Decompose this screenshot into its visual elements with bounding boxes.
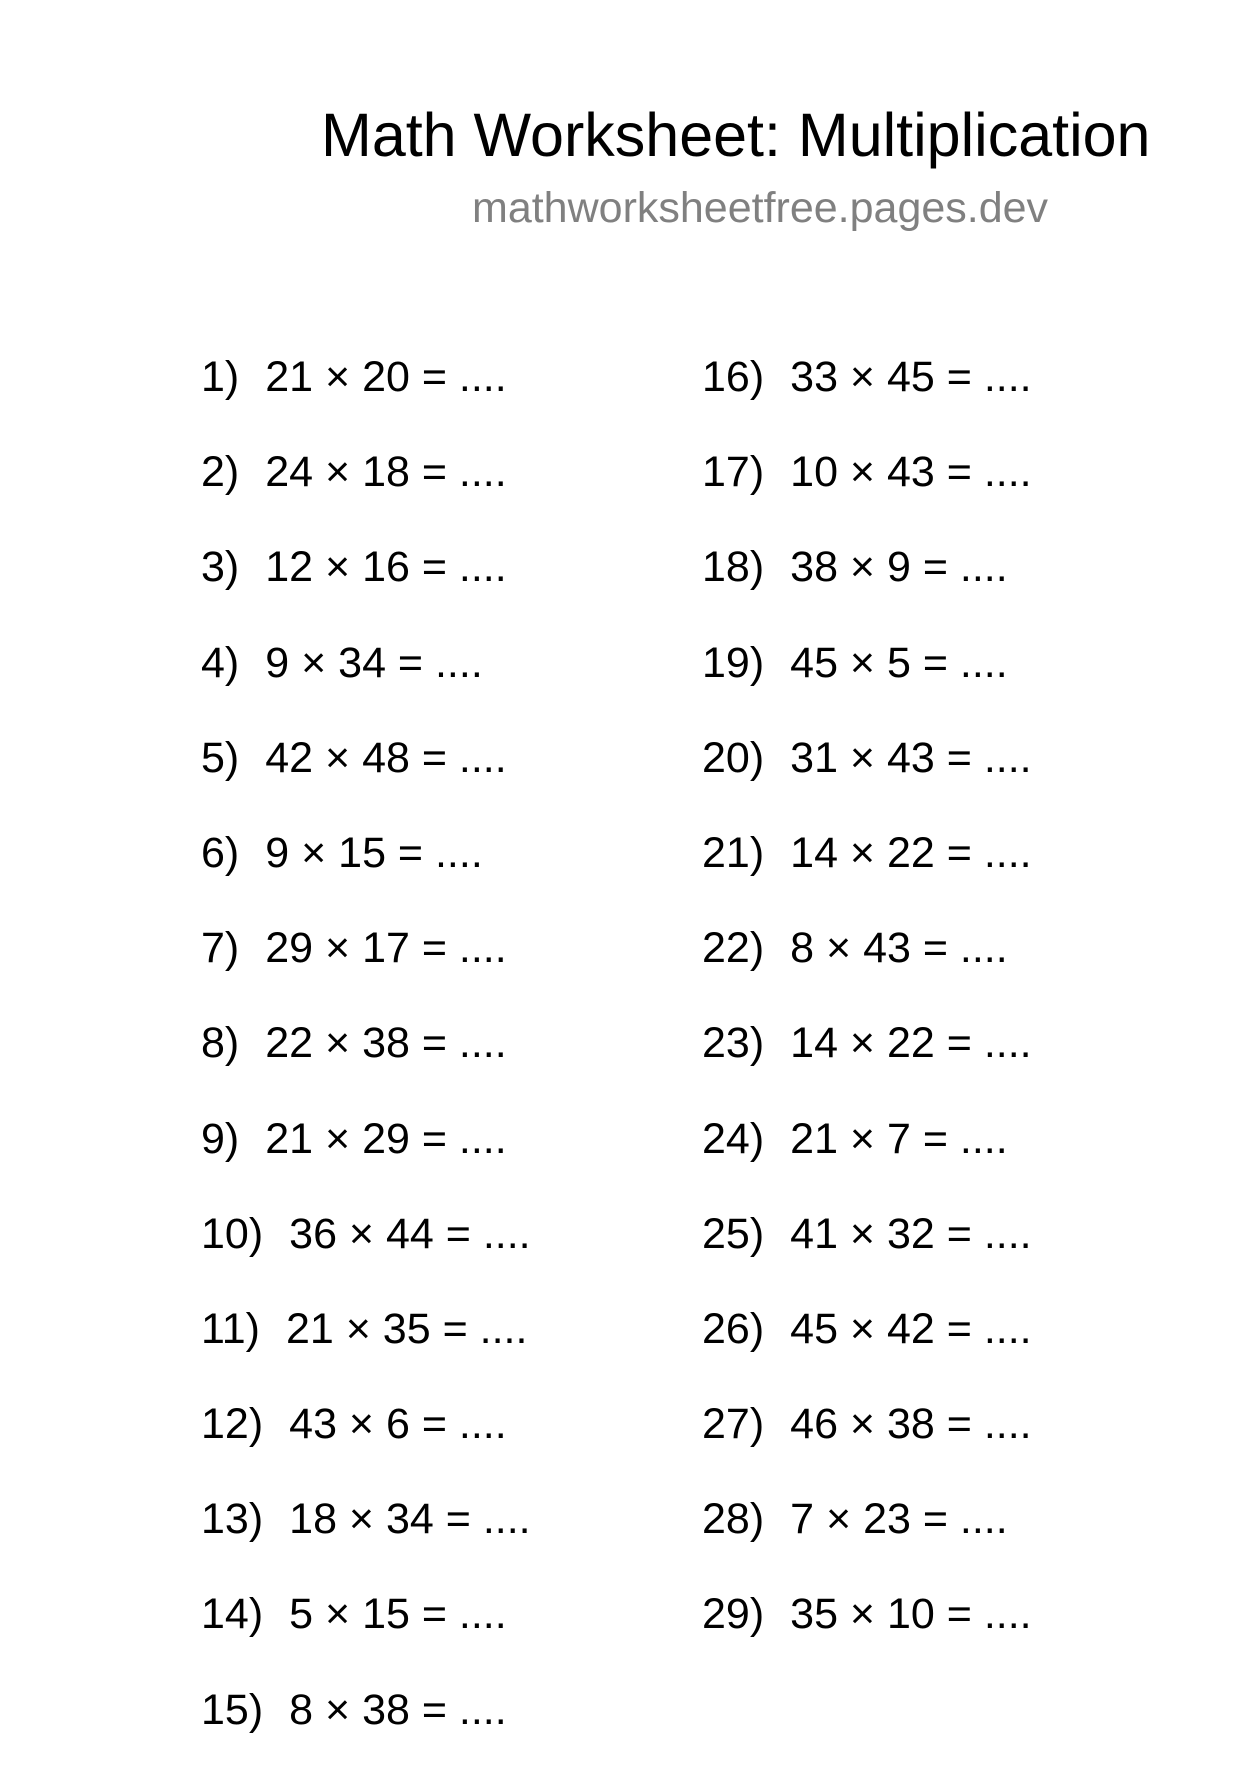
- problem-number: 8): [201, 1019, 240, 1068]
- problem-number: 2): [201, 448, 240, 497]
- problem-item: [201, 636, 531, 731]
- problem-number: 4): [201, 638, 240, 687]
- problem-expression: 21 × 7 = ....: [790, 1114, 1008, 1163]
- problem-expression: 36 × 44 = ....: [289, 1209, 531, 1258]
- problem-number: 21): [702, 828, 765, 877]
- problem-item: [201, 1587, 531, 1682]
- problem-number: 17): [702, 448, 765, 497]
- problem-expression: 5 × 15 = ....: [289, 1590, 507, 1639]
- problem-number: 15): [201, 1685, 264, 1734]
- problem-expression: 24 × 18 = ....: [265, 448, 507, 497]
- problem-expression: 9 × 34 = ....: [265, 638, 483, 687]
- problem-number: 22): [702, 924, 765, 973]
- problem-item: [702, 731, 1032, 826]
- problem-item: [201, 350, 531, 445]
- problem-number: 1): [201, 353, 240, 401]
- problem-item: [702, 636, 1032, 731]
- problem-number: 20): [702, 733, 765, 782]
- worksheet-title: Math Worksheet: Multiplication: [321, 101, 1151, 169]
- problem-expression: 18 × 34 = ....: [289, 1495, 531, 1544]
- problem-number: 27): [702, 1400, 765, 1449]
- problem-item: [201, 1207, 531, 1302]
- problem-item: [201, 921, 531, 1016]
- problem-expression: 45 × 5 = ....: [790, 638, 1008, 687]
- problem-item: [702, 1492, 1032, 1587]
- problem-item: [201, 1302, 531, 1397]
- problem-expression: 42 × 48 = ....: [265, 733, 507, 782]
- worksheet-source: mathworksheetfree.pages.dev: [472, 184, 1049, 232]
- problem-number: 9): [201, 1114, 240, 1163]
- problem-number: 23): [702, 1019, 765, 1068]
- problem-expression: 14 × 22 = ....: [790, 1019, 1032, 1068]
- problem-number: 7): [201, 924, 240, 973]
- problem-expression: 31 × 43 = ....: [790, 733, 1032, 782]
- problem-number: 11): [201, 1304, 260, 1353]
- problem-item: [702, 1397, 1032, 1492]
- problem-item: [702, 1587, 1032, 1682]
- problem-number: 19): [702, 638, 765, 687]
- problem-expression: 8 × 38 = ....: [289, 1685, 507, 1734]
- problem-item: [702, 826, 1032, 921]
- problem-item: [201, 445, 531, 540]
- problem-item: [702, 1207, 1032, 1302]
- problem-item: [702, 921, 1032, 1016]
- problem-item: [201, 1397, 531, 1492]
- problem-column-right: [702, 350, 1032, 1683]
- problem-item: [702, 540, 1032, 635]
- problem-expression: 29 × 17 = ....: [265, 924, 507, 973]
- problem-expression: 12 × 16 = ....: [265, 543, 507, 592]
- problem-number: 16): [702, 353, 765, 401]
- problem-expression: 10 × 43 = ....: [790, 448, 1032, 497]
- problem-number: 5): [201, 733, 240, 782]
- problem-number: 18): [702, 543, 765, 592]
- problem-number: 12): [201, 1400, 264, 1449]
- problem-item: [201, 1492, 531, 1587]
- problem-number: 10): [201, 1209, 264, 1258]
- problem-item: [702, 445, 1032, 540]
- problem-expression: 46 × 38 = ....: [790, 1400, 1032, 1449]
- problem-item: [201, 1112, 531, 1207]
- problem-number: 24): [702, 1114, 765, 1163]
- problem-item: [201, 540, 531, 635]
- problem-number: 3): [201, 543, 240, 592]
- problem-item: [702, 350, 1032, 445]
- problem-number: 29): [702, 1590, 765, 1639]
- problem-number: 13): [201, 1495, 264, 1544]
- problem-expression: 38 × 9 = ....: [790, 543, 1008, 592]
- problem-number: 6): [201, 828, 240, 877]
- problem-number: 26): [702, 1304, 765, 1353]
- problem-item: [702, 1112, 1032, 1207]
- problem-item: [201, 1016, 531, 1111]
- problem-column-left: [201, 350, 531, 1778]
- problem-expression: 7 × 23 = ....: [790, 1495, 1008, 1544]
- problem-number: 25): [702, 1209, 765, 1258]
- problem-expression: 43 × 6 = ....: [289, 1400, 507, 1449]
- problem-item: [702, 1016, 1032, 1111]
- problem-item: [201, 1683, 531, 1778]
- problem-expression: 33 × 45 = ....: [790, 353, 1032, 401]
- problem-number: 14): [201, 1590, 264, 1639]
- problem-expression: 9 × 15 = ....: [265, 828, 483, 877]
- problem-item: [702, 1302, 1032, 1397]
- problem-expression: 14 × 22 = ....: [790, 828, 1032, 877]
- problem-expression: 22 × 38 = ....: [265, 1019, 507, 1068]
- problem-item: [201, 731, 531, 826]
- problem-expression: 35 × 10 = ....: [790, 1590, 1032, 1639]
- problem-number: 28): [702, 1495, 765, 1544]
- problem-expression: 45 × 42 = ....: [790, 1304, 1032, 1353]
- problem-expression: 8 × 43 = ....: [790, 924, 1008, 973]
- problem-expression: 21 × 29 = ....: [265, 1114, 507, 1163]
- problem-item: [201, 826, 531, 921]
- problem-expression: 21 × 35 = ....: [285, 1304, 528, 1353]
- problem-expression: 21 × 20 = ....: [265, 353, 507, 401]
- problem-expression: 41 × 32 = ....: [790, 1209, 1032, 1258]
